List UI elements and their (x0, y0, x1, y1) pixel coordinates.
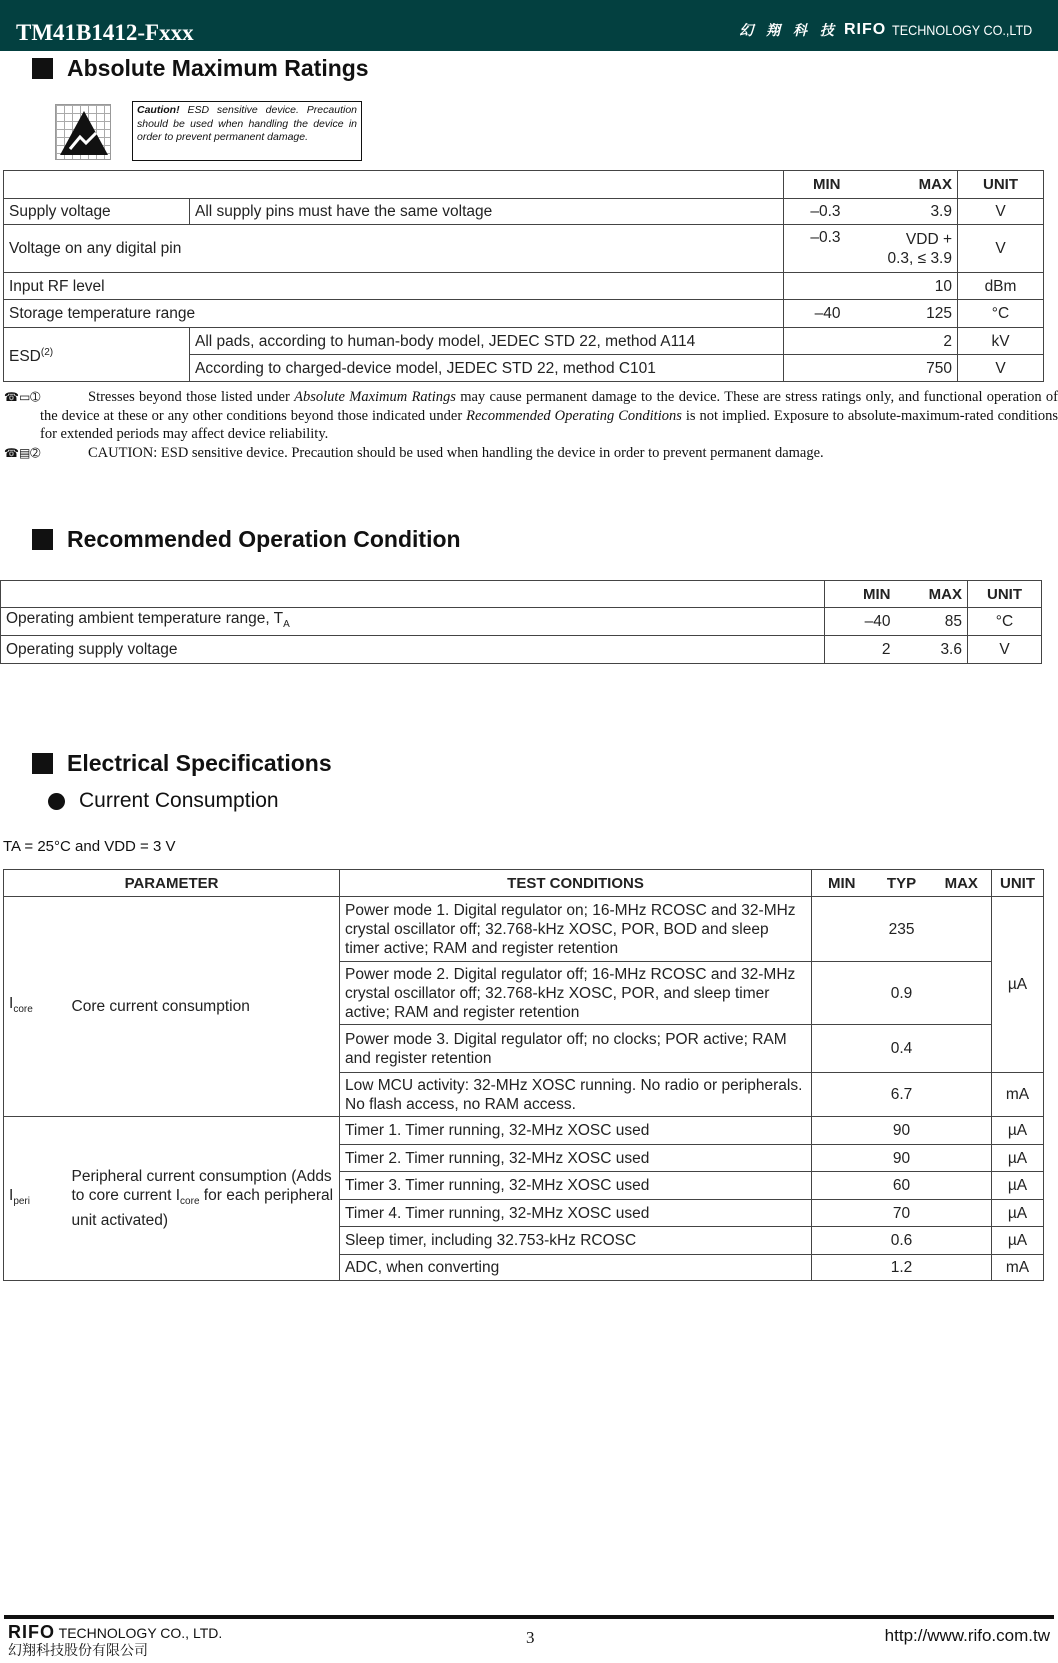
footnote-ref: (2) (40, 346, 54, 358)
col-test-conditions: TEST CONDITIONS (340, 870, 812, 897)
sym-sub: peri (13, 1196, 30, 1208)
logo-text: TECHNOLOGY CO.,LTD (892, 22, 1033, 38)
symbol-icore (4, 897, 67, 1117)
min: –0.3 (784, 225, 846, 273)
unit: µA (992, 1200, 1044, 1227)
col-min: MIN (784, 171, 846, 199)
param-text: Operating ambient temperature range, T (6, 609, 284, 627)
col-max: MAX (896, 581, 968, 608)
unit: µA (992, 1172, 1044, 1200)
col-max: MAX (932, 870, 992, 897)
section-heading-elec (32, 750, 332, 777)
subheading-current (48, 789, 279, 813)
square-bullet-icon (32, 58, 53, 79)
typ: 90 (812, 1117, 992, 1145)
caution-box (132, 101, 362, 161)
min: –40 (784, 300, 846, 328)
cond: Power mode 3. Digital regulator off; no clocks; POR active; RAM and register retention (340, 1025, 812, 1073)
section-heading-rec-op (32, 526, 461, 553)
min: 2 (825, 636, 896, 664)
cond: Timer 4. Timer running, 32-MHz XOSC used (340, 1200, 812, 1227)
table-row (4, 225, 1044, 273)
blank-header (1, 581, 825, 608)
max: 750 (846, 355, 958, 382)
page-header (0, 0, 1058, 51)
cond: According to charged-device model, JEDEC STD 22, method C101 (190, 355, 784, 382)
max: 3.9 (846, 199, 958, 225)
param: Supply voltage (4, 199, 190, 225)
unit: °C (958, 300, 1044, 328)
circle-bullet-icon (48, 793, 65, 810)
unit: V (958, 355, 1044, 382)
abs-max-table (3, 170, 1044, 382)
unit: V (968, 636, 1042, 664)
table-row (4, 897, 1044, 962)
param: Voltage on any digital pin (4, 225, 784, 273)
footnote-marker: ☎▭➀ (4, 390, 41, 404)
param-text: Operating supply voltage (6, 641, 178, 658)
max: 10 (846, 273, 958, 300)
max: 3.6 (896, 636, 968, 664)
col-parameter: PARAMETER (4, 870, 340, 897)
desc: for each peripheral unit activated) (71, 1186, 334, 1230)
fn-text: may cause permanent damage to the device. These are stress ratings only, and functional operation of the device at these or any other conditions beyond those indicated under (40, 389, 1058, 424)
cond: All pads, according to human-body model, JEDEC STD 22, method A114 (190, 328, 784, 355)
col-typ: TYP (872, 870, 932, 897)
param (1, 636, 825, 664)
sym-sub: core (13, 1004, 33, 1016)
param-esd (4, 328, 190, 382)
param: Storage temperature range (4, 300, 784, 328)
col-min: MIN (812, 870, 872, 897)
param-sub: A (283, 619, 290, 631)
max: VDD + 0.3, ≤ 3.9 (846, 225, 958, 273)
footer-brand: RIFO (8, 1622, 55, 1642)
footnote-marker: ☎▤➁ (4, 446, 41, 460)
param-desc (67, 1117, 340, 1281)
typ: 0.9 (812, 962, 992, 1025)
col-min: MIN (825, 581, 896, 608)
unit: mA (992, 1255, 1044, 1281)
cond: Power mode 2. Digital regulator off; 16-MHz RCOSC and 32-MHz crystal oscillator off; 32.768-kHz XOSC, POR, and sleep timer active; RAM and register retention (340, 962, 812, 1025)
document-title: TM41B1412-Fxxx (16, 20, 194, 45)
fn-text: Stresses beyond those listed under (88, 389, 295, 405)
cond: Timer 3. Timer running, 32-MHz XOSC used (340, 1172, 812, 1200)
unit: mA (992, 1073, 1044, 1117)
footer-divider (4, 1615, 1054, 1619)
unit: V (958, 225, 1044, 273)
footer-url[interactable]: http://www.rifo.com.tw (884, 1626, 1050, 1645)
desc: Peripheral current consumption (Adds to core current I (71, 1167, 332, 1204)
square-bullet-icon (32, 753, 53, 774)
table-row (1, 636, 1042, 664)
caution-label: Caution! (137, 104, 180, 116)
heading-text: Recommended Operation Condition (67, 526, 461, 552)
cond: Timer 2. Timer running, 32-MHz XOSC used (340, 1145, 812, 1172)
section-heading-abs-max (32, 55, 369, 82)
param (1, 608, 825, 636)
fn-text: is not implied. Exposure to absolute-maximum-rated conditions for extended periods may affect device reliability. (40, 407, 1058, 442)
footnote-2 (4, 444, 1058, 463)
unit: V (958, 199, 1044, 225)
cond: ADC, when converting (340, 1255, 812, 1281)
max: 125 (846, 300, 958, 328)
cond: Low MCU activity: 32-MHz XOSC running. No radio or peripherals. No flash access, no RAM access. (340, 1073, 812, 1117)
table-row (1, 608, 1042, 636)
sym: I (9, 1186, 14, 1204)
cond: Power mode 1. Digital regulator on; 16-MHz RCOSC and 32-MHz crystal oscillator off; 32.768-kHz XOSC, POR, BOD and sleep timer active; RAM and register retention (340, 897, 812, 962)
col-unit: UNIT (992, 870, 1044, 897)
footer-company (8, 1624, 222, 1659)
blank-header (4, 171, 784, 199)
typ: 0.4 (812, 1025, 992, 1073)
symbol-iperi (4, 1117, 67, 1281)
sym: I (9, 994, 14, 1012)
cond: All supply pins must have the same voltage (190, 199, 784, 225)
current-consumption-table (3, 869, 1044, 1281)
typ: 0.6 (812, 1227, 992, 1255)
fn-text: CAUTION: ESD sensitive device. Precaution should be used when handling the device in order to prevent permanent damage. (88, 445, 824, 461)
typ: 90 (812, 1145, 992, 1172)
unit: µA (992, 1117, 1044, 1145)
min (784, 273, 846, 300)
unit: kV (958, 328, 1044, 355)
esd-warning-icon (55, 104, 111, 160)
unit: µA (992, 1145, 1044, 1172)
unit: dBm (958, 273, 1044, 300)
table-row (4, 328, 1044, 355)
col-unit: UNIT (958, 171, 1044, 199)
typ: 1.2 (812, 1255, 992, 1281)
max: 2 (846, 328, 958, 355)
footer-company-cn: 幻翔科技股份有限公司 (8, 1642, 148, 1658)
min: –0.3 (784, 199, 846, 225)
page-number: 3 (526, 1628, 535, 1647)
caution-text: ESD sensitive device. Precaution should be used when handling the device in order to prevent permanent damage. (137, 104, 357, 143)
fn-em: Absolute Maximum Ratings (294, 389, 456, 405)
typ: 235 (812, 897, 992, 962)
typ: 70 (812, 1200, 992, 1227)
typ: 6.7 (812, 1073, 992, 1117)
test-conditions-note: TA = 25°C and VDD = 3 V (3, 838, 176, 855)
unit: µA (992, 897, 1044, 1073)
table-header (1, 581, 1042, 608)
cond: Timer 1. Timer running, 32-MHz XOSC used (340, 1117, 812, 1145)
table-row (4, 273, 1044, 300)
unit: °C (968, 608, 1042, 636)
table-row (4, 300, 1044, 328)
fn-em: Recommended Operating Conditions (466, 407, 682, 424)
logo-brand: RIFO (843, 21, 887, 38)
heading-text: Absolute Maximum Ratings (67, 55, 369, 81)
logo-cn: 幻 翔 科 技 (739, 23, 838, 39)
typ: 60 (812, 1172, 992, 1200)
subheading-text: Current Consumption (79, 789, 279, 812)
desc-sub: core (180, 1196, 200, 1208)
footer-company-name: TECHNOLOGY CO., LTD. (58, 1625, 223, 1641)
col-max: MAX (846, 171, 958, 199)
min (784, 355, 846, 382)
param: Input RF level (4, 273, 784, 300)
table-row (4, 199, 1044, 225)
table-header (4, 171, 1044, 199)
min: –40 (825, 608, 896, 636)
rec-op-table (0, 580, 1042, 664)
table-header (4, 870, 1044, 897)
heading-text: Electrical Specifications (67, 750, 332, 776)
unit: µA (992, 1227, 1044, 1255)
square-bullet-icon (32, 529, 53, 550)
col-unit: UNIT (968, 581, 1042, 608)
esd-label: ESD (9, 348, 41, 366)
cond: Sleep timer, including 32.753-kHz RCOSC (340, 1227, 812, 1255)
company-logo (739, 20, 1048, 40)
footnote-1 (4, 388, 1058, 444)
param-desc: Core current consumption (67, 897, 340, 1117)
table-row (4, 1117, 1044, 1145)
min (784, 328, 846, 355)
max: 85 (896, 608, 968, 636)
